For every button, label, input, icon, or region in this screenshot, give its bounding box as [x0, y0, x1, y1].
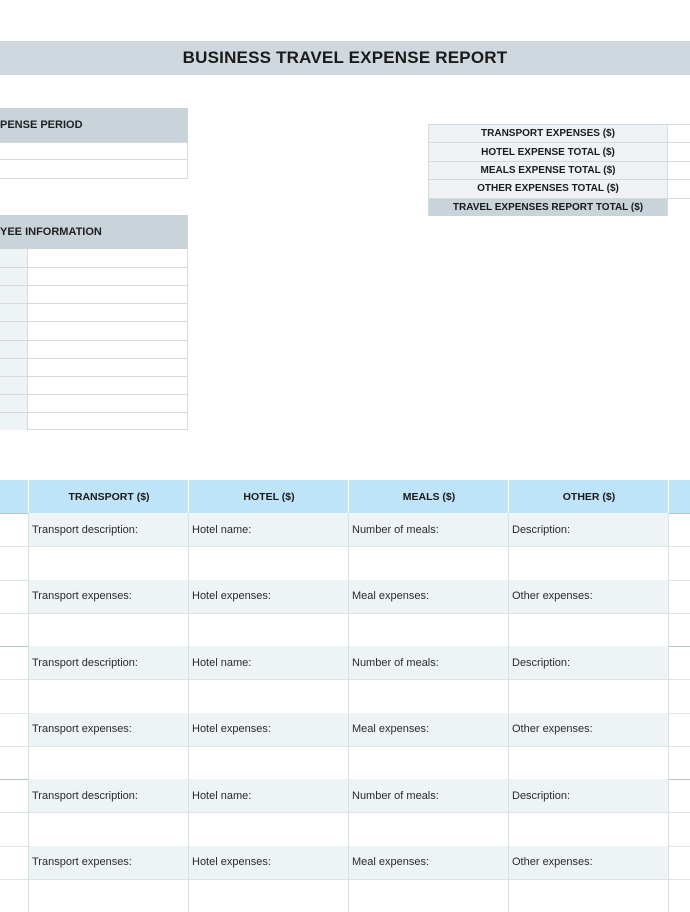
- date-cell[interactable]: [0, 613, 28, 646]
- entry-cell[interactable]: [28, 812, 188, 845]
- field-label-cell: Hotel expenses:: [188, 713, 348, 746]
- total-cell[interactable]: [668, 613, 690, 646]
- field-label-cell: Other expenses:: [508, 713, 668, 746]
- date-cell[interactable]: [0, 513, 28, 546]
- entry-cell[interactable]: [508, 812, 668, 845]
- entry-cell[interactable]: [348, 879, 508, 912]
- field-label-cell: Hotel name:: [188, 646, 348, 679]
- expense-period-field-1[interactable]: [0, 142, 188, 160]
- expense-table-header: [0, 480, 690, 513]
- summary-row: [428, 161, 690, 179]
- report-title-banner: [0, 41, 690, 75]
- entry-cell[interactable]: [508, 679, 668, 712]
- entry-cell[interactable]: [348, 546, 508, 579]
- entry-cell[interactable]: [188, 679, 348, 712]
- date-cell[interactable]: [0, 846, 28, 879]
- entry-cell[interactable]: [188, 746, 348, 779]
- summary-label: TRAVEL EXPENSES REPORT TOTAL ($): [429, 199, 668, 216]
- entry-cell[interactable]: [348, 812, 508, 845]
- report-title: BUSINESS TRAVEL EXPENSE REPORT: [182, 48, 508, 67]
- field-label-cell: Transport description:: [28, 513, 188, 546]
- total-cell[interactable]: [668, 879, 690, 912]
- employee-info-row-divider: [0, 303, 188, 304]
- date-cell[interactable]: [0, 779, 28, 812]
- field-label-cell: Hotel expenses:: [188, 580, 348, 613]
- summary-value-field[interactable]: [668, 199, 690, 216]
- entry-cell[interactable]: [28, 679, 188, 712]
- entry-cell[interactable]: [508, 613, 668, 646]
- employee-info-row-divider: [0, 376, 188, 377]
- entry-cell[interactable]: [508, 879, 668, 912]
- column-header-extra: [668, 480, 690, 513]
- total-cell[interactable]: [668, 546, 690, 579]
- field-label-cell: Number of meals:: [348, 646, 508, 679]
- employee-info-row-divider: [0, 412, 188, 413]
- summary-value-field[interactable]: [668, 162, 690, 179]
- field-label-cell: Other expenses:: [508, 580, 668, 613]
- employee-info-header: [0, 215, 188, 249]
- employee-info-row-divider: [0, 267, 188, 268]
- date-cell[interactable]: [0, 746, 28, 779]
- employee-info-row-divider: [0, 321, 188, 322]
- field-label-cell: Description:: [508, 513, 668, 546]
- total-cell[interactable]: [668, 513, 690, 546]
- employee-info-row-divider: [0, 394, 188, 395]
- column-header: OTHER ($): [508, 480, 669, 513]
- total-cell[interactable]: [668, 812, 690, 845]
- field-label-cell: Transport expenses:: [28, 580, 188, 613]
- entry-cell[interactable]: [28, 879, 188, 912]
- total-cell[interactable]: [668, 713, 690, 746]
- entry-cell[interactable]: [188, 879, 348, 912]
- entry-cell[interactable]: [28, 746, 188, 779]
- field-label-cell: Number of meals:: [348, 779, 508, 812]
- field-label-cell: Hotel name:: [188, 779, 348, 812]
- column-header: MEALS ($): [348, 480, 509, 513]
- field-label-cell: Transport expenses:: [28, 846, 188, 879]
- field-label-cell: Meal expenses:: [348, 846, 508, 879]
- summary-value-field[interactable]: [668, 125, 690, 142]
- summary-row: [428, 142, 690, 160]
- summary-label: TRANSPORT EXPENSES ($): [429, 125, 668, 142]
- expense-period-label: PENSE PERIOD: [0, 119, 83, 131]
- summary-label: MEALS EXPENSE TOTAL ($): [429, 162, 668, 179]
- summary-row: [428, 198, 690, 216]
- field-label-cell: Transport expenses:: [28, 713, 188, 746]
- entry-cell[interactable]: [28, 546, 188, 579]
- summary-row: [428, 124, 690, 142]
- employee-info-row-divider: [0, 285, 188, 286]
- entry-cell[interactable]: [508, 746, 668, 779]
- total-cell[interactable]: [668, 846, 690, 879]
- field-label-cell: Description:: [508, 779, 668, 812]
- total-cell[interactable]: [668, 779, 690, 812]
- date-cell[interactable]: [0, 812, 28, 845]
- field-label-cell: Hotel expenses:: [188, 846, 348, 879]
- field-label-cell: Transport description:: [28, 779, 188, 812]
- employee-info-label: YEE INFORMATION: [0, 226, 102, 238]
- summary-value-field[interactable]: [668, 180, 690, 197]
- entry-cell[interactable]: [348, 613, 508, 646]
- entry-cell[interactable]: [348, 746, 508, 779]
- summary-label: HOTEL EXPENSE TOTAL ($): [429, 143, 668, 160]
- entry-cell[interactable]: [188, 613, 348, 646]
- entry-cell[interactable]: [508, 546, 668, 579]
- employee-info-row-divider: [0, 358, 188, 359]
- summary-row: [428, 179, 690, 197]
- date-cell[interactable]: [0, 646, 28, 679]
- date-cell[interactable]: [0, 546, 28, 579]
- entry-cell[interactable]: [28, 613, 188, 646]
- field-label-cell: Number of meals:: [348, 513, 508, 546]
- employee-info-grid: [0, 249, 188, 430]
- entry-cell[interactable]: [188, 546, 348, 579]
- entry-cell[interactable]: [348, 679, 508, 712]
- field-label-cell: Transport description:: [28, 646, 188, 679]
- expense-period-field-2[interactable]: [0, 160, 188, 179]
- expense-period-header: [0, 108, 188, 142]
- employee-info-row-divider: [0, 340, 188, 341]
- total-cell[interactable]: [668, 646, 690, 679]
- summary-value-field[interactable]: [668, 143, 690, 160]
- field-label-cell: Meal expenses:: [348, 580, 508, 613]
- summary-label: OTHER EXPENSES TOTAL ($): [429, 180, 668, 197]
- field-label-cell: Hotel name:: [188, 513, 348, 546]
- total-cell[interactable]: [668, 580, 690, 613]
- column-header: TRANSPORT ($): [28, 480, 189, 513]
- entry-cell[interactable]: [188, 812, 348, 845]
- column-header: HOTEL ($): [188, 480, 349, 513]
- total-cell[interactable]: [668, 679, 690, 712]
- field-label-cell: Description:: [508, 646, 668, 679]
- date-cell[interactable]: [0, 713, 28, 746]
- date-cell[interactable]: [0, 580, 28, 613]
- field-label-cell: Meal expenses:: [348, 713, 508, 746]
- date-cell[interactable]: [0, 679, 28, 712]
- field-label-cell: Other expenses:: [508, 846, 668, 879]
- date-cell[interactable]: [0, 879, 28, 912]
- total-cell[interactable]: [668, 746, 690, 779]
